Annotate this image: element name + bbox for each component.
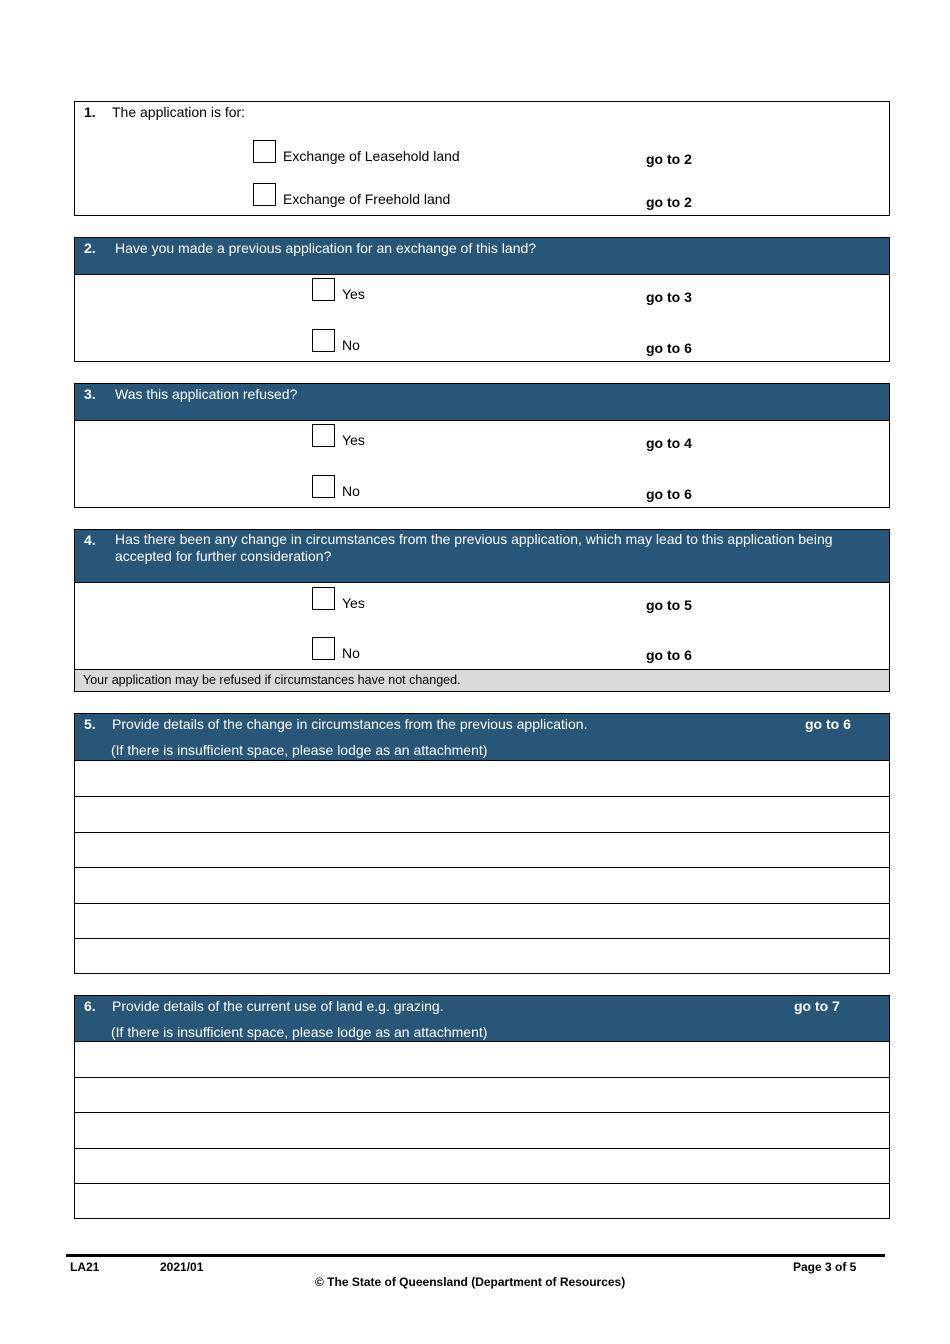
section-6-question: Provide details of the current use of land e.g. grazing. — [112, 998, 444, 1014]
s2-yes-label: Yes — [342, 286, 365, 302]
leasehold-goto: go to 2 — [646, 151, 692, 167]
section-4 — [74, 529, 890, 692]
s2-no-goto: go to 6 — [646, 340, 692, 356]
answer-line — [75, 796, 889, 797]
leasehold-checkbox[interactable] — [253, 140, 276, 163]
s4-no-goto: go to 6 — [646, 647, 692, 663]
footer-page-number: Page 3 of 5 — [793, 1260, 857, 1274]
s3-no-checkbox[interactable] — [312, 475, 335, 498]
s4-no-checkbox[interactable] — [312, 637, 335, 660]
section-3 — [74, 383, 890, 508]
answer-line — [75, 1148, 889, 1149]
freehold-goto: go to 2 — [646, 194, 692, 210]
answer-line — [75, 832, 889, 833]
leasehold-label: Exchange of Leasehold land — [283, 148, 460, 164]
section-5 — [74, 713, 890, 974]
s3-yes-goto: go to 4 — [646, 435, 692, 451]
freehold-label: Exchange of Freehold land — [283, 191, 451, 207]
s4-yes-label: Yes — [342, 595, 365, 611]
footer-copyright: © The State of Queensland (Department of Resources) — [315, 1275, 626, 1289]
section-6-answer-field[interactable] — [75, 1042, 889, 1218]
section-6 — [74, 995, 890, 1219]
section-6-header — [75, 996, 889, 1042]
section-5-question: Provide details of the change in circumstances from the previous application. — [112, 716, 588, 732]
section-5-goto: go to 6 — [805, 716, 851, 732]
s2-no-label: No — [342, 337, 360, 353]
answer-line — [75, 1183, 889, 1184]
s2-no-checkbox[interactable] — [312, 329, 335, 352]
section-3-header — [75, 384, 889, 421]
footer-version: 2021/01 — [160, 1260, 204, 1274]
s4-yes-goto: go to 5 — [646, 597, 692, 613]
section-3-question: Was this application refused? — [115, 386, 298, 402]
s4-no-label: No — [342, 645, 360, 661]
section-4-note: Your application may be refused if circumstances have not changed. — [75, 669, 889, 691]
section-5-number: 5. — [84, 716, 96, 732]
s3-yes-label: Yes — [342, 432, 365, 448]
answer-line — [75, 1112, 889, 1113]
s2-yes-checkbox[interactable] — [312, 278, 335, 301]
section-5-subtext: (If there is insufficient space, please lodge as an attachment) — [111, 742, 488, 758]
s3-yes-checkbox[interactable] — [312, 424, 335, 447]
section-2-header — [75, 238, 889, 275]
s4-yes-checkbox[interactable] — [312, 587, 335, 610]
section-5-answer-field[interactable] — [75, 761, 889, 973]
answer-line — [75, 867, 889, 868]
section-6-number: 6. — [84, 998, 96, 1014]
section-6-subtext: (If there is insufficient space, please lodge as an attachment) — [111, 1024, 488, 1040]
s2-yes-goto: go to 3 — [646, 289, 692, 305]
freehold-checkbox[interactable] — [253, 183, 276, 206]
s3-no-label: No — [342, 483, 360, 499]
answer-line — [75, 938, 889, 939]
section-1 — [74, 101, 890, 216]
section-4-question: Has there been any change in circumstances from the previous application, which may lead to this application being accepted for further consideration? — [115, 531, 833, 564]
section-2-question: Have you made a previous application for an exchange of this land? — [115, 240, 537, 256]
section-2 — [74, 237, 890, 362]
section-4-header — [75, 530, 889, 583]
footer-rule — [66, 1254, 885, 1257]
section-6-goto: go to 7 — [794, 998, 840, 1014]
section-1-question: The application is for: — [112, 104, 246, 120]
section-2-number: 2. — [84, 240, 96, 256]
section-1-number: 1. — [84, 104, 96, 120]
section-5-header — [75, 714, 889, 761]
section-4-number: 4. — [84, 532, 96, 548]
s3-no-goto: go to 6 — [646, 486, 692, 502]
section-3-number: 3. — [84, 386, 96, 402]
answer-line — [75, 1077, 889, 1078]
answer-line — [75, 903, 889, 904]
footer-form-code: LA21 — [70, 1260, 100, 1274]
